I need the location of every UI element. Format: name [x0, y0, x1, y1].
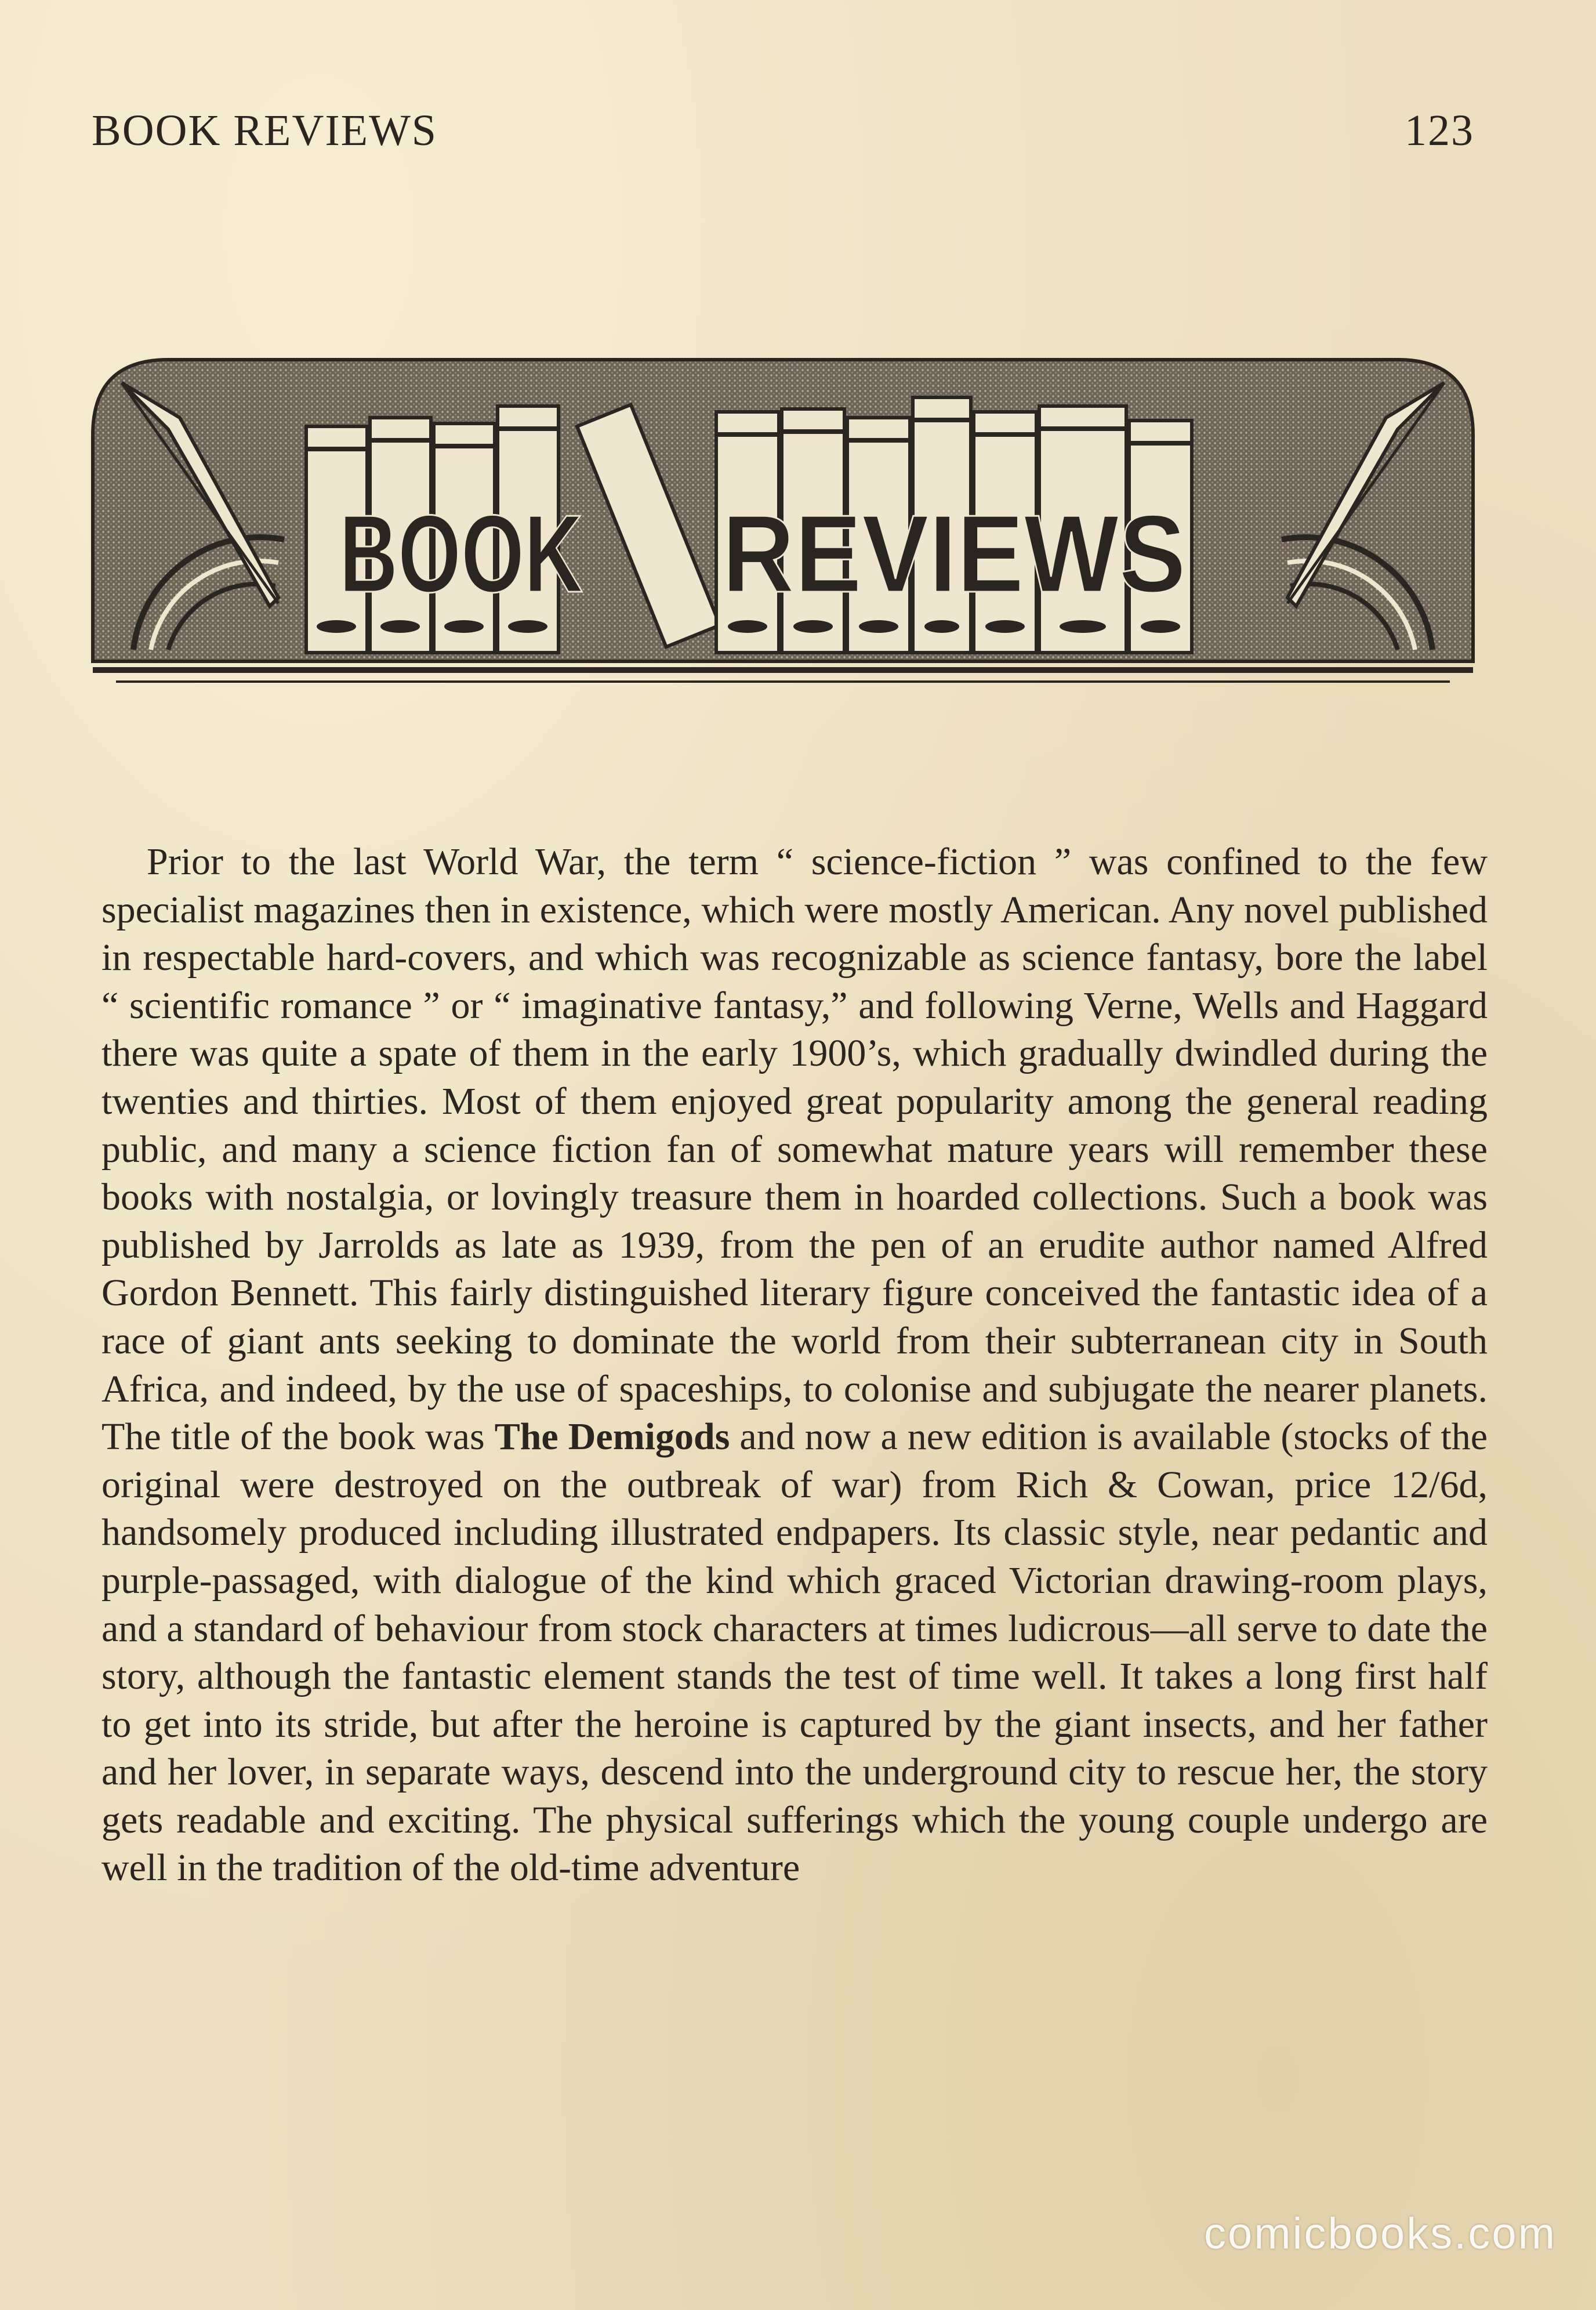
page-number: 123 [1405, 106, 1474, 155]
book-title-demigods: The Demigods [494, 1415, 730, 1458]
section-title: BOOK REVIEWS [92, 106, 438, 155]
review-paragraph [101, 838, 1488, 1892]
book-reviews-banner [81, 348, 1485, 696]
banner-word-book: BOOK [339, 493, 583, 615]
watermark: comicbooks.com [1204, 2209, 1557, 2258]
review-body [101, 838, 1488, 1892]
review-text-part-1: Prior to the last World War, the term “ science-fiction ” was confined to the few specialist magazines then in existence, which were mostly American. Any novel published in respectable hard-covers, and which was recognizable as science fantasy, bore the label “ scientific romance ” or “ imaginative fantasy,” and following Verne, Wells and Haggard there was quite a spate of them in the early 1900’s, which gradually dwindled during the twenties and thirties. Most of them enjoyed great popularity among the general reading public, and many a science fiction fan of somewhat mature years will remember these books with nostalgia, or lovingly treasure them in hoarded collections. Such a book was published by Jarrolds as late as 1939, from the pen of an erudite author named Alfred Gordon Bennett. This fairly distinguished literary figure conceived the fantastic idea of a race of giant ants seeking to dominate the world from their subterranean city in South Africa, and indeed, by the use of spaceships, to colonise and subjugate the nearer planets. The title of the book was [101, 841, 1488, 1458]
review-text-part-2: and now a new edition is available (stocks of the original were destroyed on the outbreak of war) from Rich & Cowan, price 12/6d, handsomely produced including illustrated endpapers. Its classic style, near pedantic and purple-passaged, with dialogue of the kind which graced Victorian drawing-room plays, and a standard of behaviour from stock characters at times ludicrous—all serve to date the story, although the fantastic element stands the test of time well. It takes a long first half to get into its stride, but after the heroine is captured by the giant insects, and her father and her lover, in separate ways, descend into the underground city to rescue her, the story gets readable and exciting. The physical sufferings which the young couple undergo are well in the tradition of the old-time adventure [101, 1415, 1488, 1889]
running-head [92, 106, 1474, 156]
banner-word-reviews: REVIEWS [722, 493, 1186, 615]
